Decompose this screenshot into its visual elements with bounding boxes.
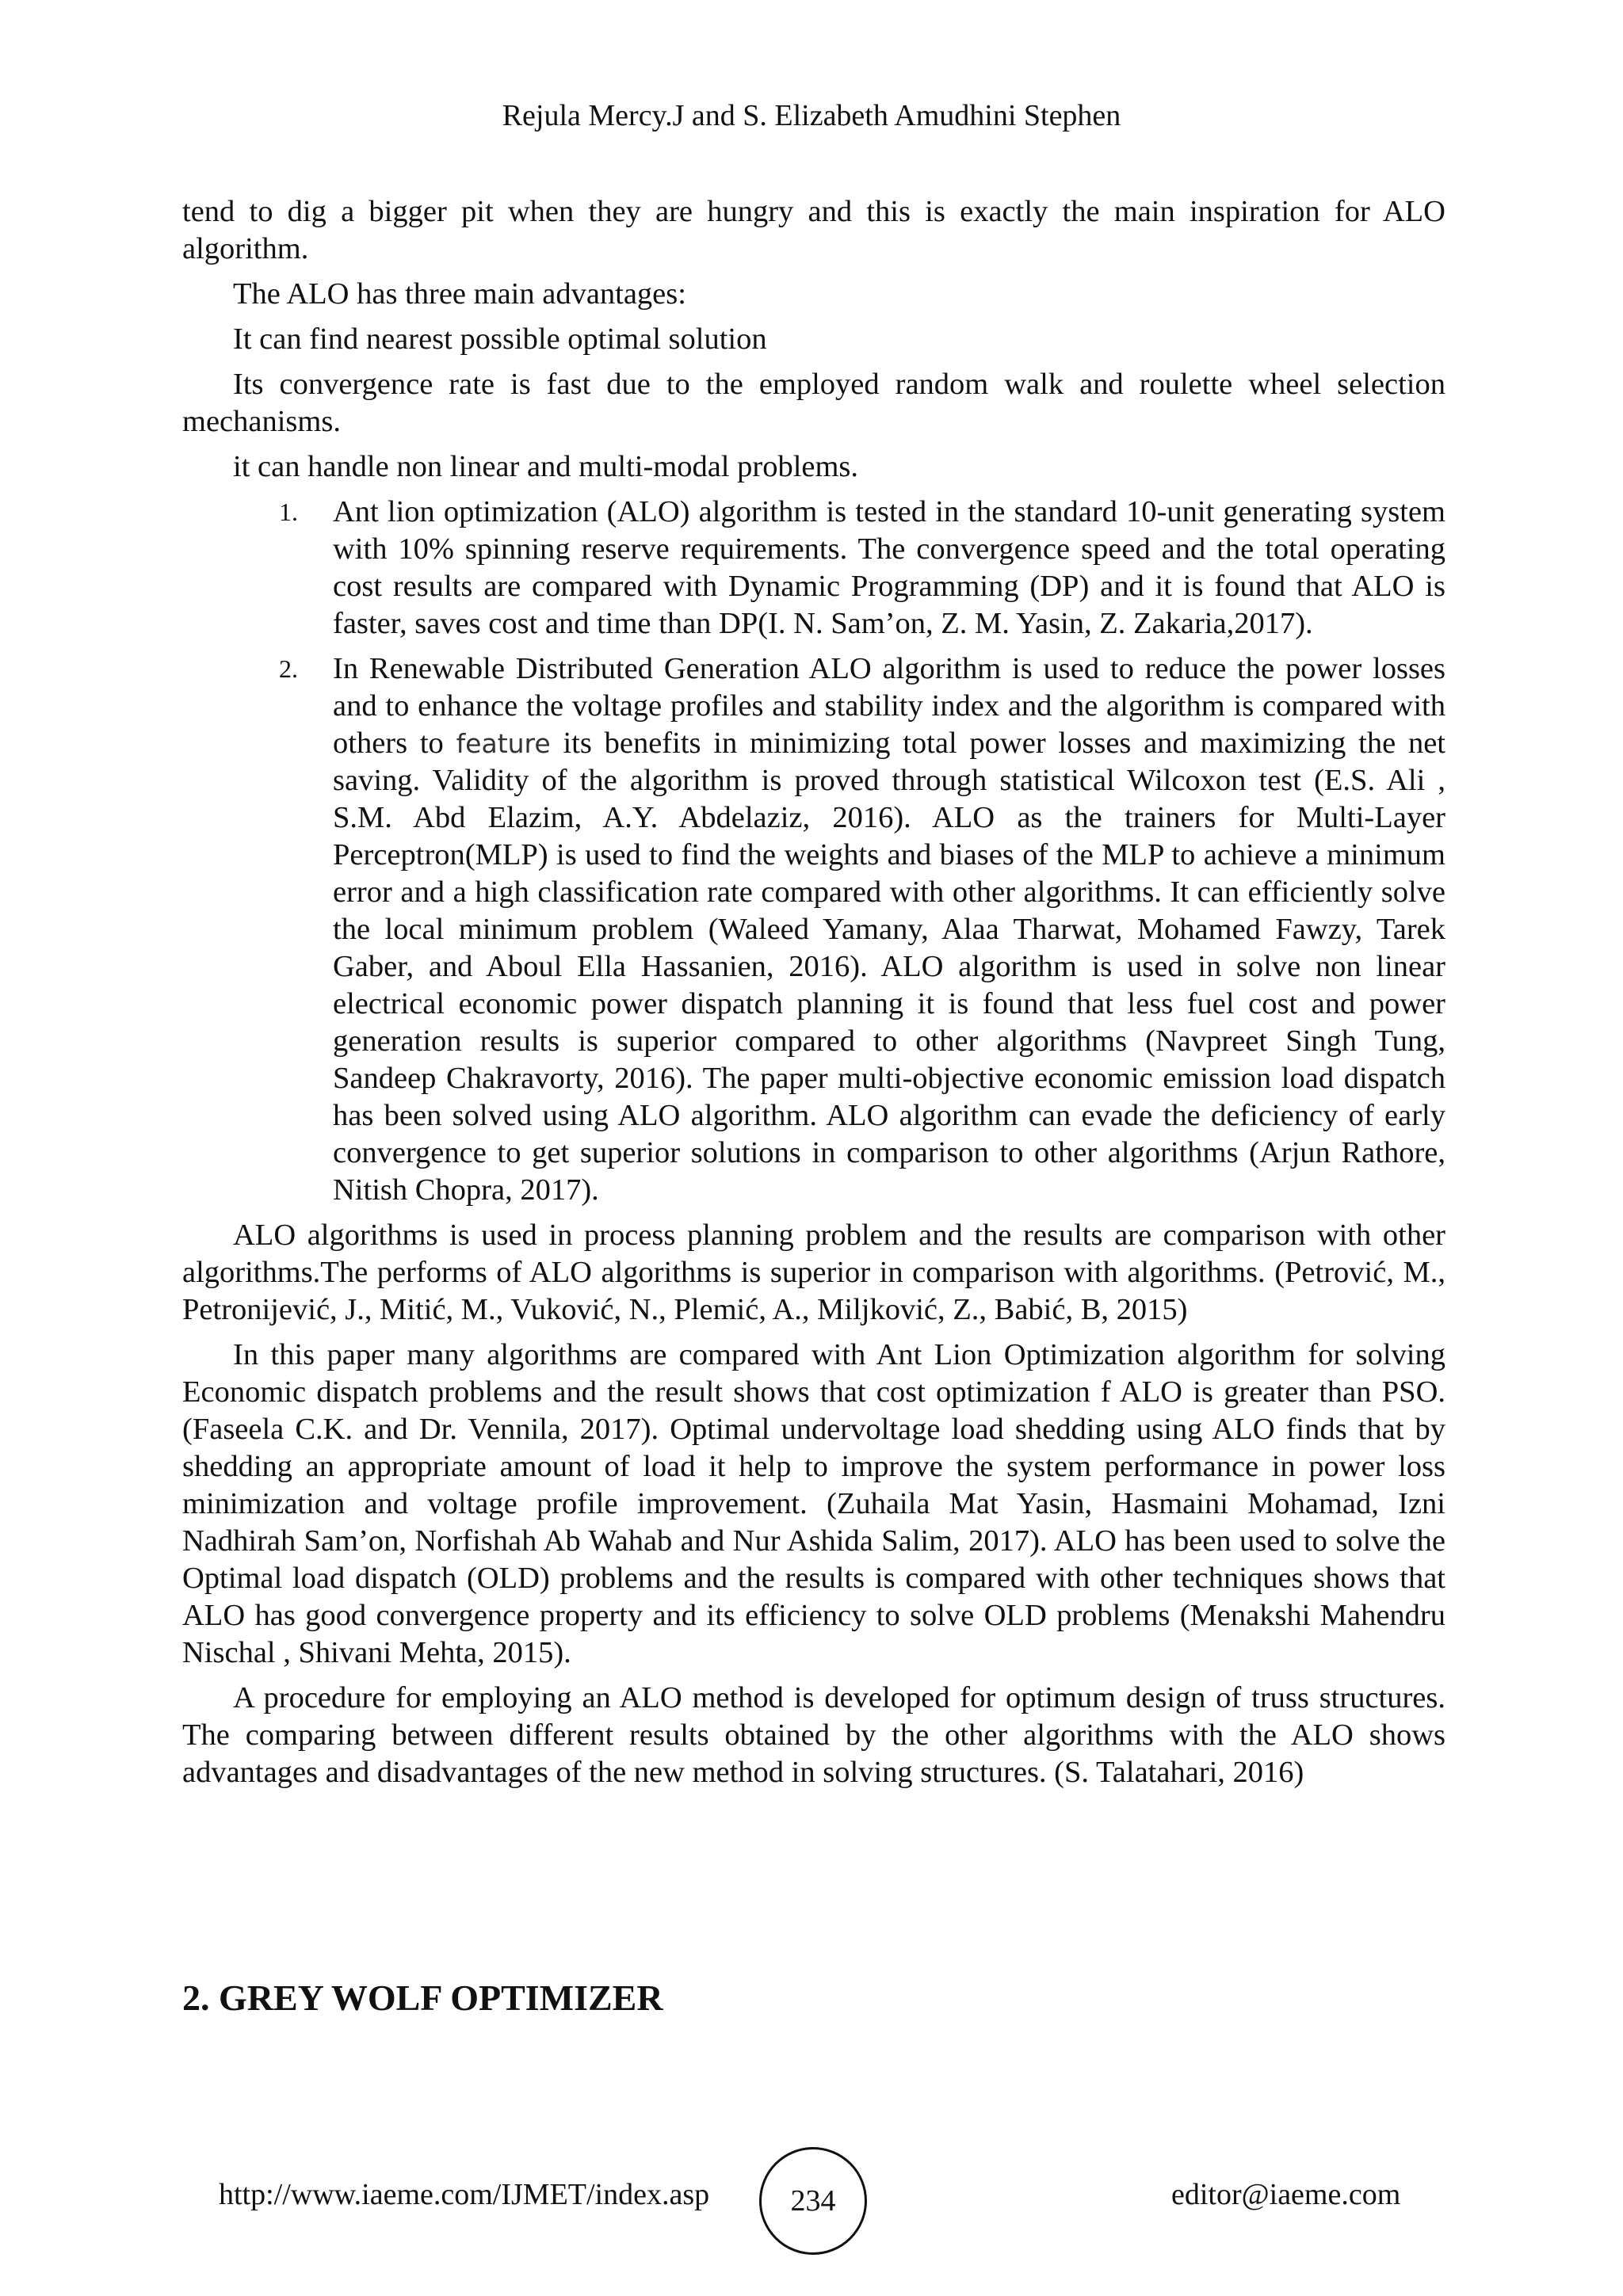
running-header-authors: Rejula Mercy.J and S. Elizabeth Amudhini Stephen [502,99,1121,132]
body-text [182,193,1445,1799]
footer-url-link[interactable]: http://www.iaeme.com/IJMET/index.asp [219,2178,710,2211]
list-item-feature-word: feature [456,728,551,759]
paragraph-advantage-3: it can handle non linear and multi-modal problems. [233,450,859,483]
paragraph-advantages-intro: The ALO has three main advantages: [233,277,686,311]
paragraph-process-planning: ALO algorithms is used in process planning problem and the results are comparison with other algorithms.The performs of ALO algorithms is superior in comparison with algorithms. (Petrović, M., Petronijević, J., Mitić, M., Vuković, N., Plemić, A., Miljković, Z., Babić, B, 2015) [182,1219,1445,1326]
paragraph-continued: tend to dig a bigger pit when they are hungry and this is exactly the main inspiration for ALO algorithm. [182,195,1445,265]
footer-email-link[interactable]: editor@iaeme.com [1171,2178,1401,2211]
list-marker: 2. [279,654,298,683]
paragraph-advantage-1: It can find nearest possible optimal solution [233,322,767,356]
list-item-text: Ant lion optimization (ALO) algorithm is tested in the standard 10-unit generating system with 10% spinning reserve requirements. The convergence speed and the total operating cost results are compared with Dynamic Programming (DP) and it is found that ALO is faster, saves cost and time than DP(I. N. Sam’on, Z. M. Yasin, Z. Zakaria,2017). [333,495,1445,640]
list-item-text-before: In Renewable Distributed Generation ALO algorithm is used to reduce the power losses and to enhance the voltage profiles and stability index and the algorithm is compared with others to [333,652,1445,760]
page-number: 234 [759,2147,867,2255]
list-item [182,494,1445,643]
numbered-list [182,494,1445,1209]
footer [0,2147,1623,2258]
list-item-text-after: its benefits in minimizing total power losses and maximizing the net saving. Validity of the algorithm is proved through statistical Wilcoxon test (E.S. Ali , S.M. Abd Elazim, A.Y. Abdelaziz, 2016). ALO as the trainers for Multi-Layer Perceptron(MLP) is used to find the weights and biases of the MLP to achieve a minimum error and a high classification rate compared with other algorithms. It can efficiently solve the local minimum problem (Waleed Yamany, Alaa Tharwat, Mohamed Fawzy, Tarek Gaber, and Aboul Ella Hassanien, 2016). ALO algorithm is used in solve non linear electrical economic power dispatch planning it is found that less fuel cost and power generation results is superior compared to other algorithms (Navpreet Singh Tung, Sandeep Chakravorty, 2016). The paper multi-objective economic emission load dispatch has been solved using ALO algorithm. ALO algorithm can evade the deficiency of early convergence to get superior solutions in comparison to other algorithms (Arjun Rathore, Nitish Chopra, 2017). [333,727,1445,1207]
paragraph-truss: A procedure for employing an ALO method is developed for optimum design of truss structures. The comparing between different results obtained by the other algorithms with the ALO shows advantages and disadvantages of the new method in solving structures. (S. Talatahari, 2016) [182,1681,1445,1789]
section-heading: 2. GREY WOLF OPTIMIZER [182,1978,663,2018]
paragraph-comparison: In this paper many algorithms are compared with Ant Lion Optimization algorithm for solving Economic dispatch problems and the result shows that cost optimization f ALO is greater than PSO. (Faseela C.K. and Dr. Vennila, 2017). Optimal undervoltage load shedding using ALO finds that by shedding an appropriate amount of load it help to improve the system performance in power loss minimization and voltage profile improvement. (Zuhaila Mat Yasin, Hasmaini Mohamad, Izni Nadhirah Sam’on, Norfishah Ab Wahab and Nur Ashida Salim, 2017). ALO has been used to solve the Optimal load dispatch (OLD) problems and the results is compared with other techniques shows that ALO has good convergence property and its efficiency to solve OLD problems (Menakshi Mahendru Nischal , Shivani Mehta, 2015). [182,1338,1445,1669]
list-item [182,650,1445,1209]
list-marker: 1. [279,498,298,526]
paragraph-advantage-2: Its convergence rate is fast due to the employed random walk and roulette wheel selection mechanisms. [182,368,1445,438]
